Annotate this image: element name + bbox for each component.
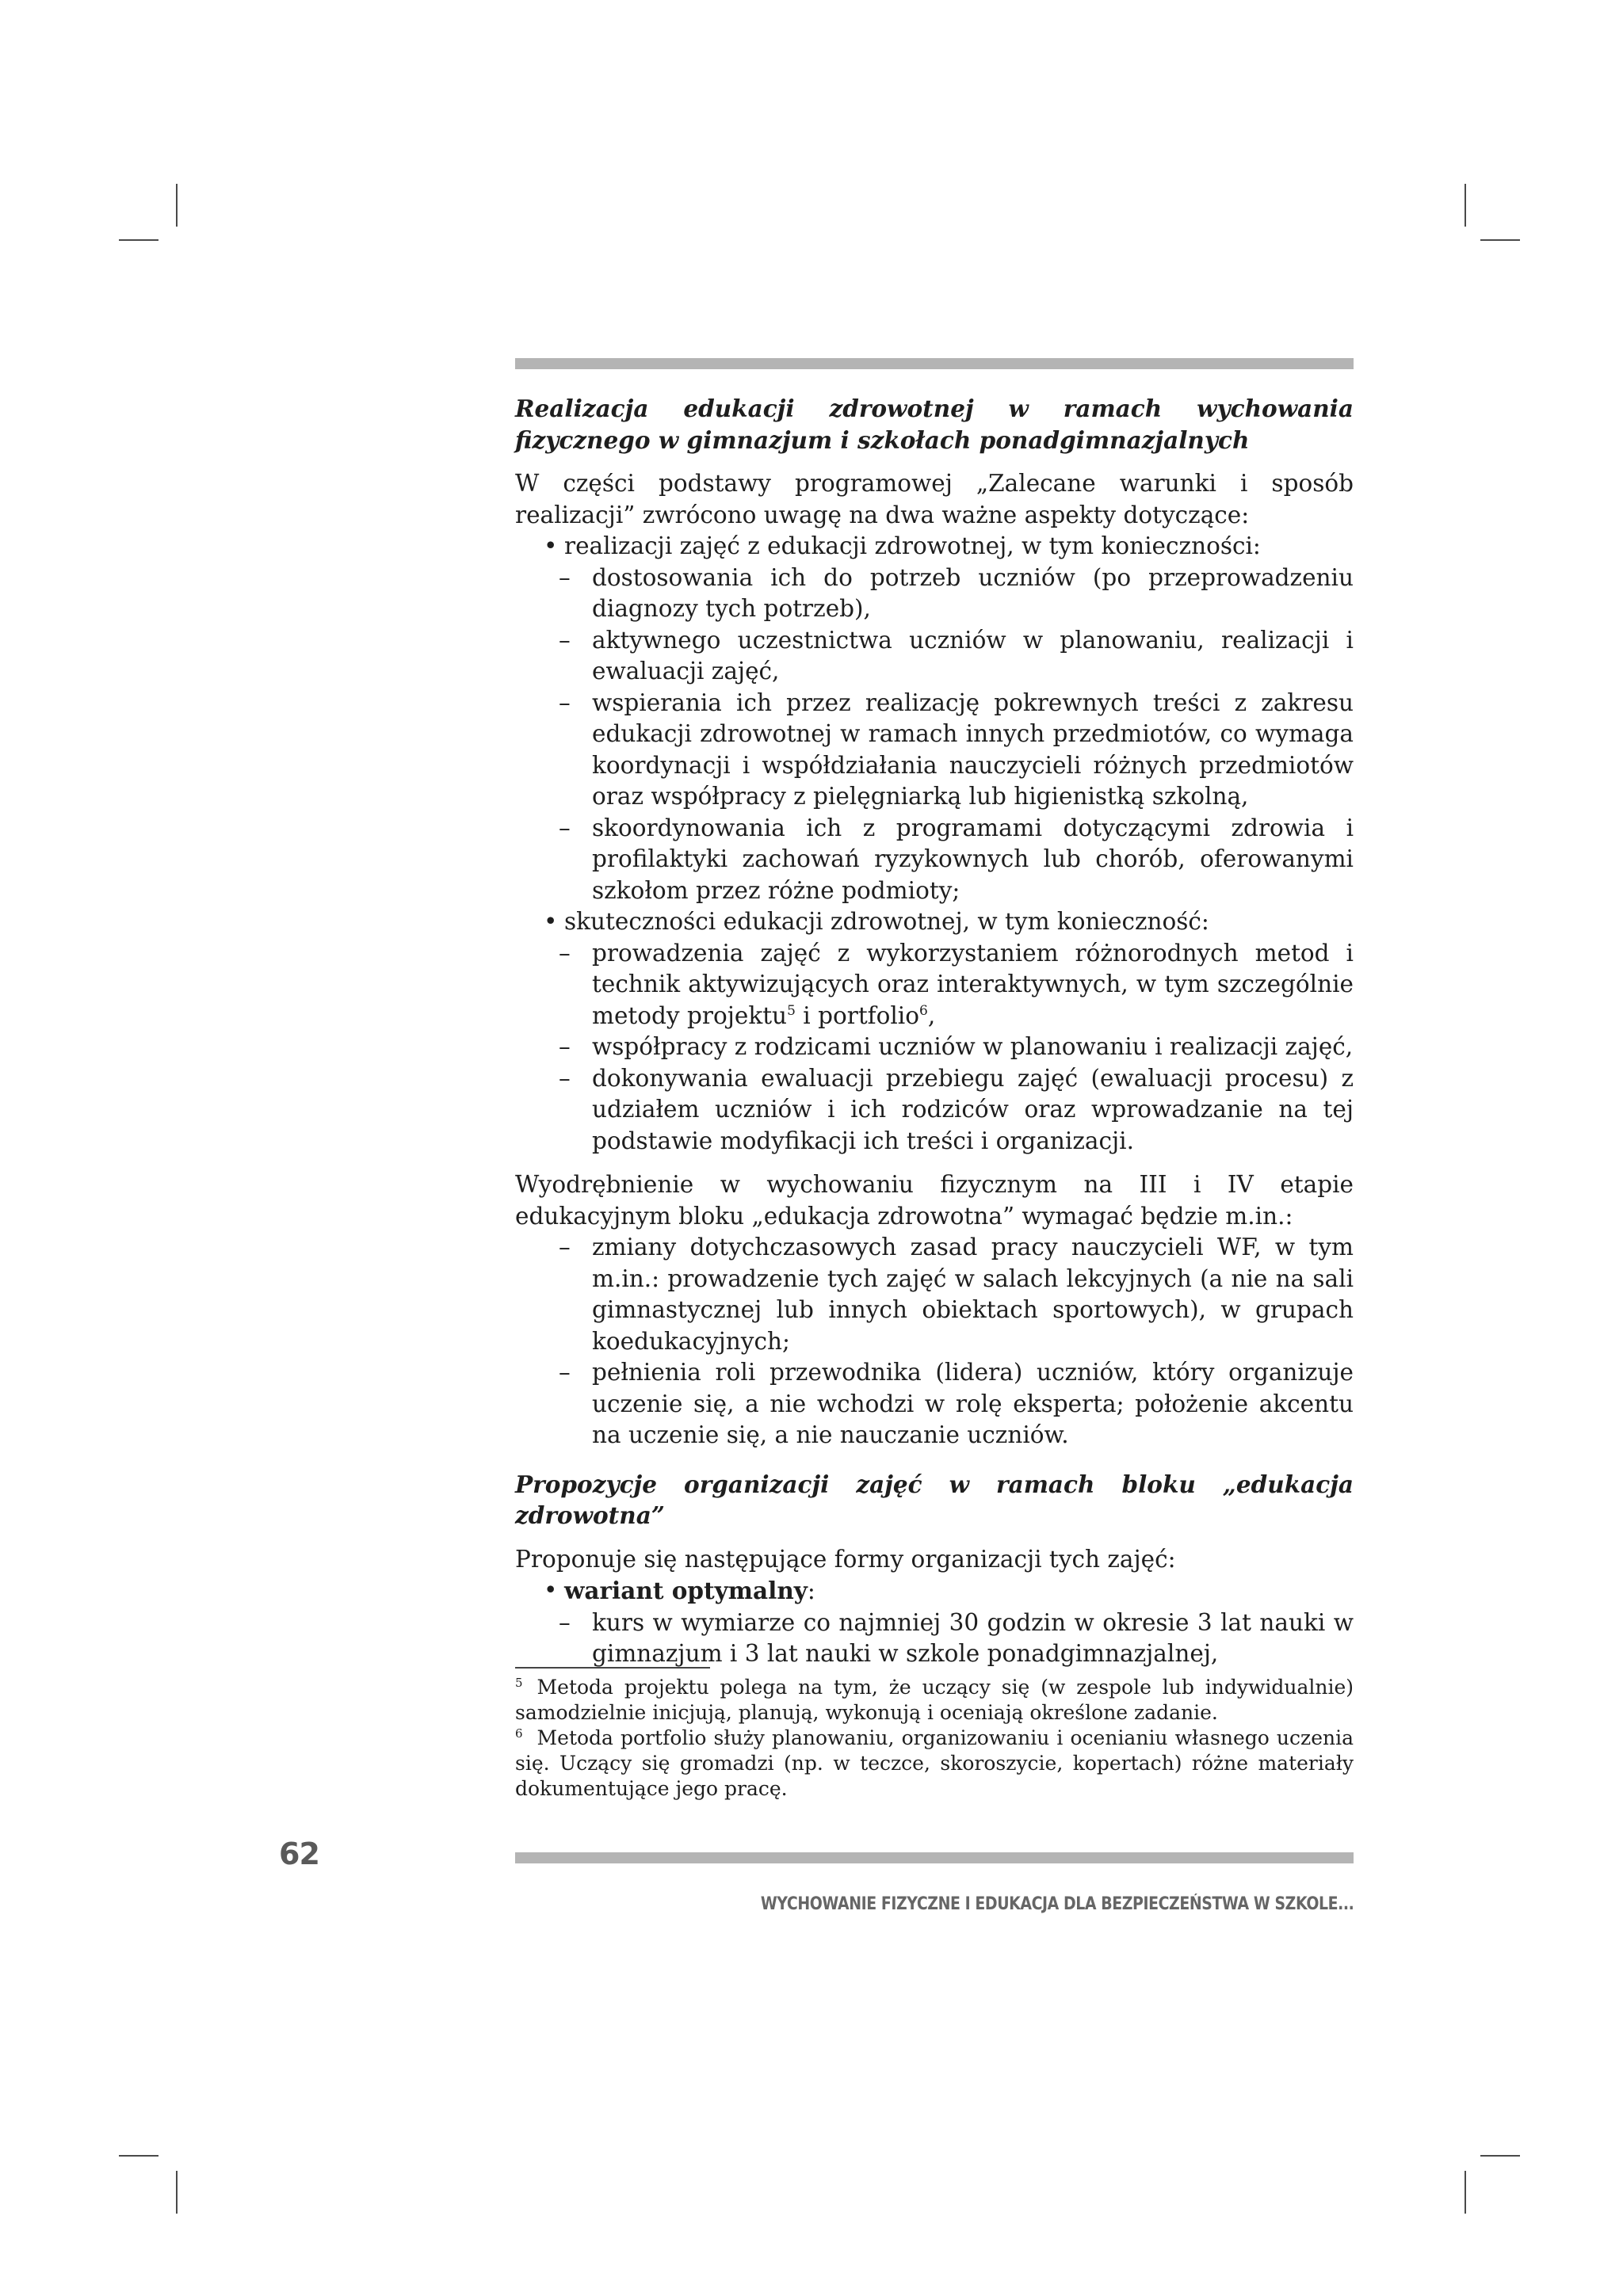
dash-mark: –: [559, 563, 571, 591]
crop-mark: [1480, 2155, 1520, 2157]
list-item-text-bold: wariant optymalny: [564, 1577, 808, 1604]
crop-mark: [1465, 184, 1466, 227]
bullet-mark: •: [544, 532, 558, 559]
dash-mark: –: [559, 1359, 571, 1386]
list-item-text: :: [807, 1577, 815, 1604]
footnote-text: Metoda projektu polega na tym, że uczący się (w zespole lub indywidualnie) samodzielnie inicjują, planują, wykonują i oceniają określone zadanie.: [515, 1676, 1354, 1724]
dash-mark: –: [559, 626, 571, 654]
bullet-mark: •: [544, 1577, 558, 1604]
list-item: [515, 1063, 1354, 1158]
list-item-text: aktywnego uczestnictwa uczniów w planowaniu, realizacji i ewaluacji zajęć,: [592, 626, 1354, 685]
paragraph: Wyodrębnienie w wychowaniu fizycznym na III i IV etapie edukacyjnym bloku „edukacja zdrowotna” wymagać będzie m.in.:: [515, 1171, 1354, 1230]
list-item: [515, 563, 1354, 625]
paragraph: W części podstawy programowej „Zalecane warunki i sposób realizacji” zwrócono uwagę na dwa ważne aspekty dotyczące:: [515, 470, 1354, 528]
footnote: [515, 1675, 1354, 1726]
footnote-number: 5: [515, 1675, 523, 1690]
list-item-text: i portfolio: [795, 1001, 919, 1029]
top-rule: [515, 358, 1354, 369]
page-number: 62: [279, 1836, 319, 1871]
footnotes: [515, 1675, 1354, 1802]
main-text: [515, 393, 1354, 1670]
list-item-text: współpracy z rodzicami uczniów w planowaniu i realizacji zajęć,: [592, 1033, 1354, 1060]
list-item-text: skoordynowania ich z programami dotyczącymi zdrowia i profilaktyki zachowań ryzykownych lub chorób, oferowanymi szkołom przez różne podmioty;: [592, 814, 1354, 904]
crop-mark: [176, 2171, 178, 2214]
section-heading: Realizacja edukacji zdrowotnej w ramach wychowania fizycznego w gimnazjum i szkołach ponadgimnazjalnych: [515, 395, 1354, 454]
list-item-text: kurs w wymiarze co najmniej 30 godzin w okresie 3 lat nauki w gimnazjum i 3 lat nauki w szkole ponadgimnazjalnej,: [592, 1608, 1354, 1667]
list-item: [515, 906, 1354, 938]
crop-mark: [1465, 2171, 1466, 2214]
dash-mark: –: [559, 1064, 571, 1092]
list-item: [515, 813, 1354, 907]
crop-mark: [176, 184, 178, 227]
dash-mark: –: [559, 1033, 571, 1060]
footnote-text: Metoda portfolio służy planowaniu, organizowaniu i ocenianiu własnego uczenia się. Uczący się gromadzi (np. w teczce, skoroszycie, kopertach) różne materiały dokumentujące jego pracę.: [515, 1726, 1354, 1800]
paragraph: Proponuje się następujące formy organizacji tych zajęć:: [515, 1545, 1176, 1573]
list-item: [515, 688, 1354, 813]
list-item-text: dostosowania ich do potrzeb uczniów (po przeprowadzeniu diagnozy tych potrzeb),: [592, 563, 1354, 622]
list-item-text: ,: [927, 1001, 936, 1029]
footnote-separator: [515, 1667, 710, 1669]
footnote-ref: 6: [919, 1002, 928, 1019]
list-item-text: prowadzenia zajęć z wykorzystaniem różnorodnych metod i technik aktywizujących oraz interaktywnych, w tym szczególnie metody projektu: [592, 939, 1354, 1029]
running-footer: WYCHOWANIE FIZYCZNE I EDUKACJA DLA BEZPIECZEŃSTWA W SZKOLE...: [760, 1894, 1354, 1914]
section-heading: Propozycje organizacji zajęć w ramach bloku „edukacja zdrowotna”: [515, 1470, 1354, 1529]
bottom-rule: [515, 1852, 1354, 1863]
crop-mark: [119, 2155, 158, 2157]
footnote-number: 6: [515, 1726, 523, 1741]
dash-mark: –: [559, 814, 571, 841]
dash-mark: –: [559, 1608, 571, 1636]
dash-mark: –: [559, 939, 571, 967]
list-item-text: pełnienia roli przewodnika (lidera) uczniów, który organizuje uczenie się, a nie wchodzi w rolę eksperta; położenie akcentu na uczenie się, a nie nauczanie uczniów.: [592, 1359, 1354, 1448]
list-item: [515, 938, 1354, 1032]
list-item: [515, 1032, 1354, 1063]
crop-mark: [119, 239, 158, 241]
list-item-text: skuteczności edukacji zdrowotnej, w tym konieczność:: [564, 908, 1209, 935]
crop-mark: [1480, 239, 1520, 241]
list-item-text: wspierania ich przez realizację pokrewnych treści z zakresu edukacji zdrowotnej w ramach innych przedmiotów, co wymaga koordynacji i współdziałania nauczycieli różnych przedmiotów oraz współpracy z pielęgniarką lub higienistką szkolną,: [592, 688, 1354, 810]
list-item: [515, 531, 1354, 563]
footnote-ref: 5: [787, 1002, 796, 1019]
list-item: [515, 1357, 1354, 1451]
list-item: [515, 1575, 1354, 1608]
footnote: [515, 1726, 1354, 1802]
dash-mark: –: [559, 688, 571, 716]
list-item: [515, 625, 1354, 688]
list-item-text: realizacji zajęć z edukacji zdrowotnej, w tym konieczności:: [564, 532, 1261, 559]
list-item: [515, 1608, 1354, 1670]
bullet-mark: •: [544, 908, 558, 935]
list-item-text: dokonywania ewaluacji przebiegu zajęć (ewaluacji procesu) z udziałem uczniów i ich rodziców oraz wprowadzanie na tej podstawie modyfikacji ich treści i organizacji.: [592, 1064, 1354, 1154]
dash-mark: –: [559, 1234, 571, 1261]
list-item: [515, 1232, 1354, 1357]
list-item-text: zmiany dotychczasowych zasad pracy nauczycieli WF, w tym m.in.: prowadzenie tych zajęć w salach lekcyjnych (a nie na sali gimnastycznej lub innych obiektach sportowych), w grupach koedukacyjnych;: [592, 1234, 1354, 1355]
